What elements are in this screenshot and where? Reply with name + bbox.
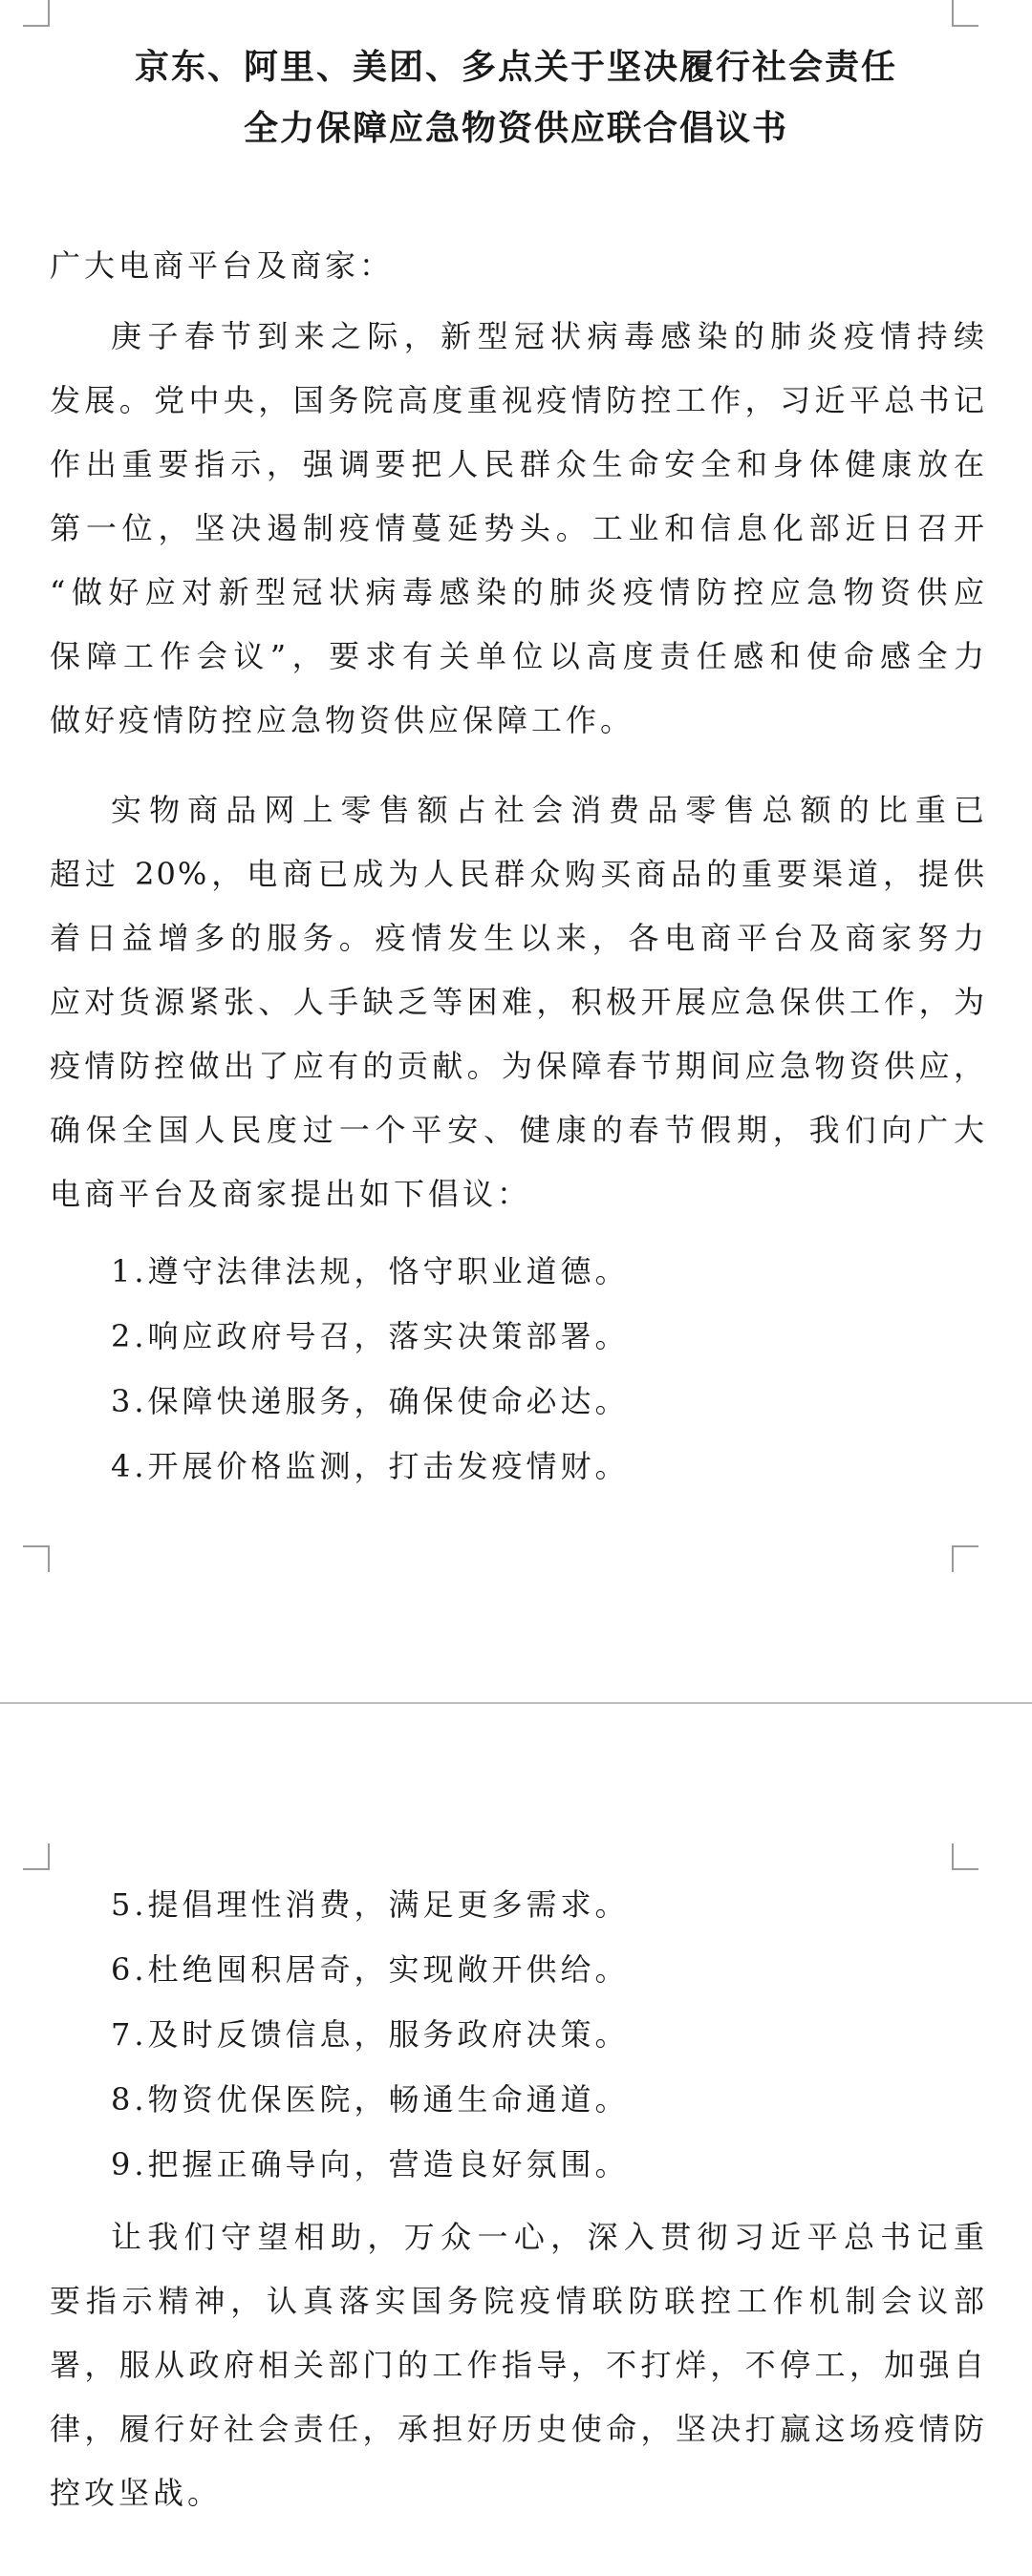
- paragraph-2-line: 电商平台及商家提出如下倡议：: [50, 1176, 532, 1212]
- closing-paragraph-line: 要指示精神，认真落实国务院疫情联防联控工作机制会议部: [50, 2283, 986, 2319]
- page-corner-mark: [23, 0, 50, 27]
- paragraph-2-line: 确保全国人民度过一个平安、健康的春节假期，我们向广大: [50, 1112, 986, 1148]
- paragraph-1-line: 做好疫情防控应急物资供应保障工作。: [50, 702, 635, 738]
- proposal-item: 9.把握正确导向，营造良好氛围。: [111, 2146, 630, 2182]
- paragraph-2-line: 应对货源紧张、人手缺乏等困难，积极开展应急保供工作，为: [50, 984, 986, 1020]
- document-page-2: [0, 1702, 1032, 2576]
- document-title-line-1: 京东、阿里、美团、多点关于坚决履行社会责任: [134, 47, 897, 87]
- proposal-item: 3.保障快递服务，确保使命必达。: [111, 1383, 630, 1419]
- proposal-item: 1.遵守法律法规，恪守职业道德。: [111, 1253, 630, 1289]
- salutation: 广大电商平台及商家：: [50, 247, 395, 284]
- paragraph-2-line: 超过 20%，电商已成为人民群众购买商品的重要渠道，提供: [50, 856, 986, 892]
- paragraph-2-line: 疫情防控做出了应有的贡献。为保障春节期间应急物资供应，: [50, 1048, 986, 1084]
- proposal-item: 6.杜绝囤积居奇，实现敞开供给。: [111, 1951, 630, 1988]
- page-corner-mark: [23, 1843, 50, 1870]
- paragraph-1-line: 庚子春节到来之际，新型冠状病毒感染的肺炎疫情持续: [111, 318, 986, 354]
- proposal-item: 5.提倡理性消费，满足更多需求。: [111, 1886, 630, 1923]
- page-corner-mark: [952, 1843, 978, 1870]
- proposal-item: 4.开展价格监测，打击发疫情财。: [111, 1448, 630, 1484]
- page-corner-mark: [23, 1545, 50, 1572]
- closing-paragraph-line: 署，服从政府相关部门的工作指导，不打烊，不停工，加强自: [50, 2347, 986, 2383]
- page-corner-mark: [952, 1545, 978, 1572]
- document-title-line-2: 全力保障应急物资供应联合倡议书: [243, 108, 788, 148]
- proposal-item: 8.物资优保医院，畅通生命通道。: [111, 2081, 630, 2118]
- paragraph-1-line: 发展。党中央，国务院高度重视疫情防控工作，习近平总书记: [50, 382, 986, 418]
- proposal-item: 7.及时反馈信息，服务政府决策。: [111, 2016, 630, 2053]
- closing-paragraph-line: 律，履行好社会责任，承担好历史使命，坚决打赢这场疫情防: [50, 2411, 986, 2447]
- proposal-item: 2.响应政府号召，落实决策部署。: [111, 1318, 630, 1354]
- paragraph-1-line: 保障工作会议”，要求有关单位以高度责任感和使命感全力: [50, 638, 986, 674]
- paragraph-1-line: 作出重要指示，强调要把人民群众生命安全和身体健康放在: [50, 446, 986, 482]
- paragraph-2-line: 实物商品网上零售额占社会消费品零售总额的比重已: [111, 792, 986, 828]
- page-corner-mark: [952, 0, 978, 27]
- paragraph-1-line: “做好应对新型冠状病毒感染的肺炎疫情防控应急物资供应: [50, 574, 986, 610]
- closing-paragraph-line: 控攻坚战。: [50, 2475, 223, 2511]
- closing-paragraph-line: 让我们守望相助，万众一心，深入贯彻习近平总书记重: [111, 2219, 986, 2255]
- paragraph-1-line: 第一位，坚决遏制疫情蔓延势头。工业和信息化部近日召开: [50, 510, 986, 546]
- paragraph-2-line: 着日益增多的服务。疫情发生以来，各电商平台及商家努力: [50, 920, 986, 956]
